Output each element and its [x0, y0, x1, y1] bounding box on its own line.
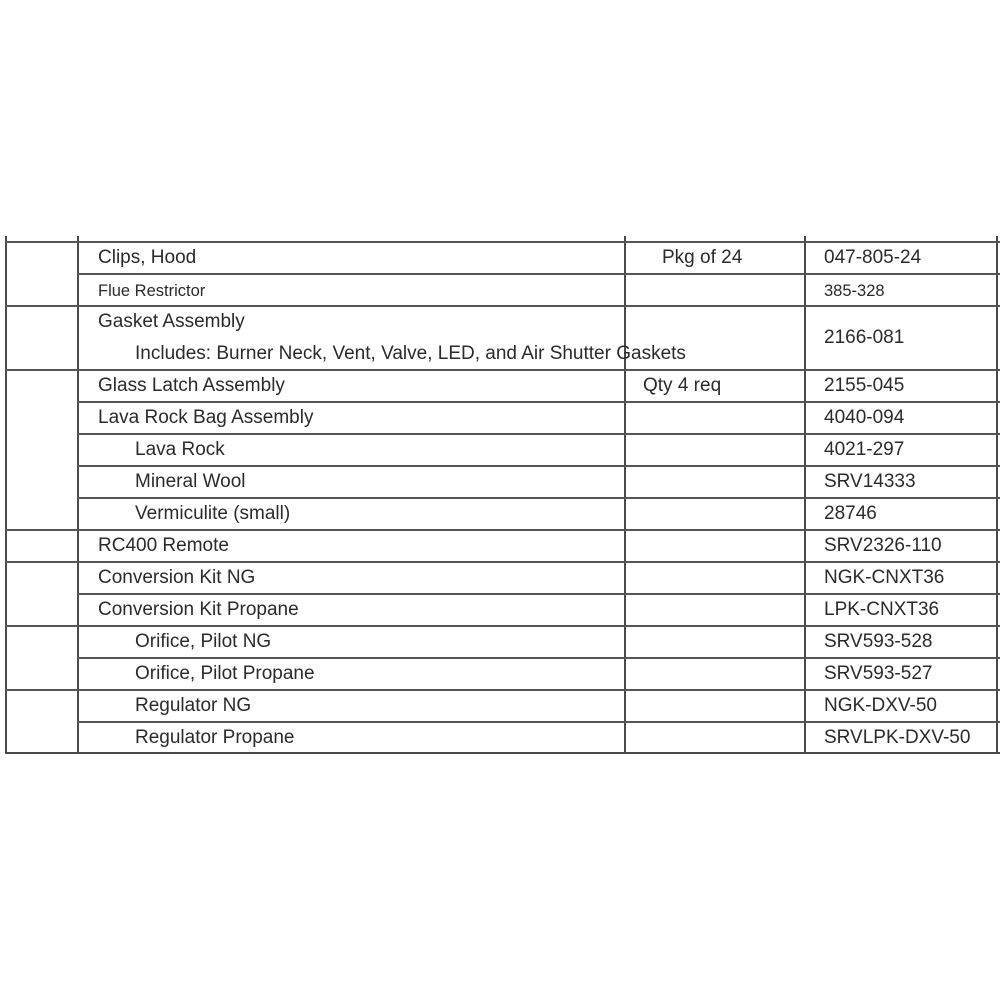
- part-description: Mineral Wool: [135, 471, 246, 492]
- part-description: Orifice, Pilot Propane: [135, 663, 315, 684]
- part-description: Vermiculite (small): [135, 503, 291, 524]
- column-divider-1: [77, 236, 79, 754]
- part-number: 28746: [824, 503, 877, 524]
- part-number: SRV14333: [824, 471, 916, 492]
- part-number: 2155-045: [824, 375, 905, 396]
- part-number: NGK-DXV-50: [824, 695, 937, 716]
- part-description: Orifice, Pilot NG: [135, 631, 272, 652]
- part-number: SRVLPK-DXV-50: [824, 727, 971, 748]
- row-divider: [5, 529, 1000, 531]
- row-divider: [5, 305, 1000, 307]
- part-description: Clips, Hood: [98, 247, 197, 268]
- row-divider: [77, 465, 1000, 467]
- part-number: NGK-CNXT36: [824, 567, 945, 588]
- part-quantity: Pkg of 24: [662, 247, 743, 268]
- part-number: 2166-081: [824, 327, 905, 348]
- part-description-detail: Includes: Burner Neck, Vent, Valve, LED, and Air Shutter Gaskets: [135, 343, 686, 364]
- part-description: Glass Latch Assembly: [98, 375, 285, 396]
- row-divider: [77, 273, 1000, 275]
- part-description: Gasket Assembly: [98, 311, 245, 332]
- part-description: RC400 Remote: [98, 535, 229, 556]
- row-divider: [5, 369, 1000, 371]
- part-number: SRV593-528: [824, 631, 933, 652]
- table-border-right: [996, 236, 998, 754]
- row-divider: [5, 561, 1000, 563]
- part-quantity: Qty 4 req: [643, 375, 722, 396]
- column-divider-3: [804, 236, 806, 754]
- row-divider: [77, 657, 1000, 659]
- row-divider: [77, 401, 1000, 403]
- part-description: Regulator Propane: [135, 727, 295, 748]
- part-number: 047-805-24: [824, 247, 922, 268]
- column-divider-2: [624, 236, 626, 754]
- part-number: 4021-297: [824, 439, 905, 460]
- row-divider: [77, 593, 1000, 595]
- part-number: 385-328: [824, 282, 885, 300]
- part-description: Conversion Kit Propane: [98, 599, 299, 620]
- table-border-bottom: [5, 752, 1000, 754]
- row-divider: [5, 689, 1000, 691]
- parts-table: [0, 236, 1000, 754]
- part-number: SRV593-527: [824, 663, 933, 684]
- part-description: Conversion Kit NG: [98, 567, 256, 588]
- part-description: Lava Rock Bag Assembly: [98, 407, 314, 428]
- row-divider: [77, 433, 1000, 435]
- part-description: Flue Restrictor: [98, 282, 206, 300]
- table-border-left: [5, 236, 7, 754]
- part-number: LPK-CNXT36: [824, 599, 940, 620]
- row-divider: [77, 721, 1000, 723]
- row-divider: [5, 625, 1000, 627]
- part-description: Regulator NG: [135, 695, 252, 716]
- table-border-top: [5, 241, 1000, 243]
- part-number: SRV2326-110: [824, 535, 942, 556]
- row-divider: [77, 497, 1000, 499]
- part-number: 4040-094: [824, 407, 905, 428]
- part-description: Lava Rock: [135, 439, 225, 460]
